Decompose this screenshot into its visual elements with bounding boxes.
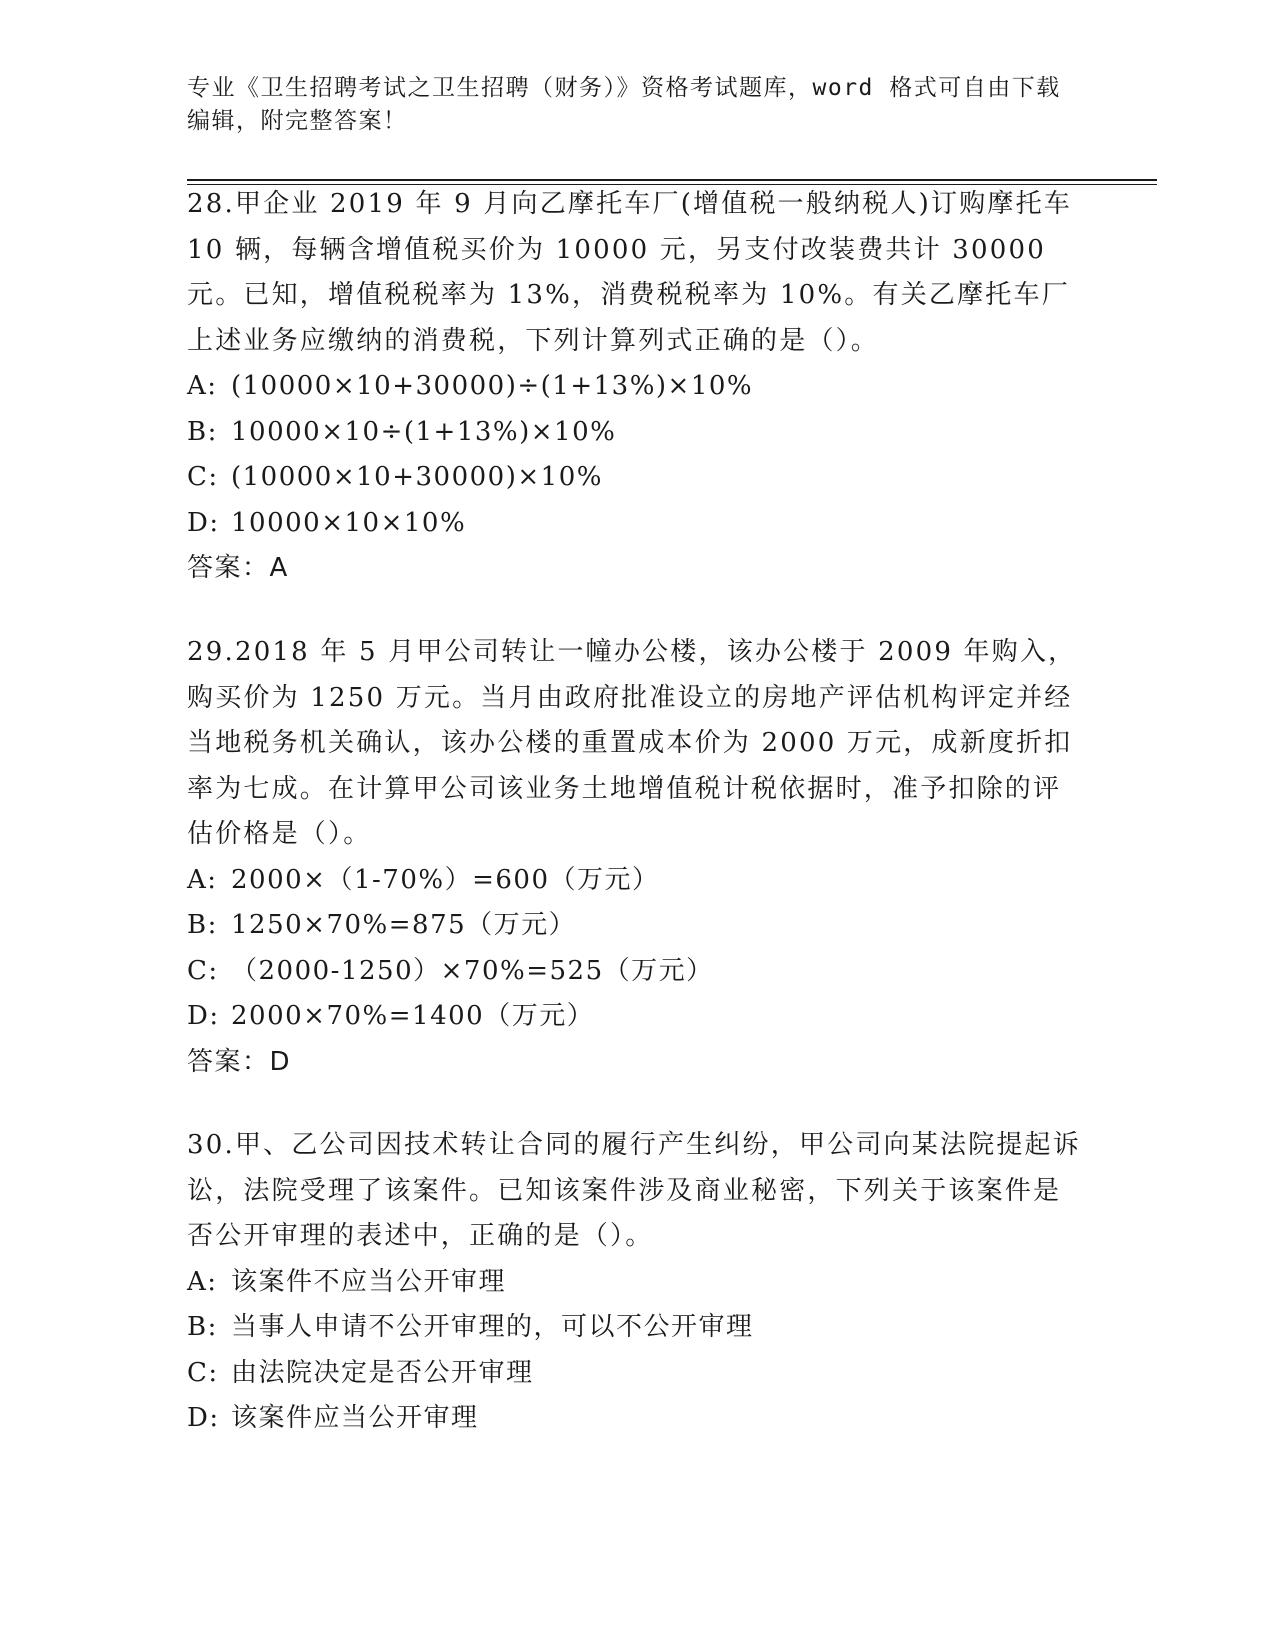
option-text: 2000×（1-70%）=600（万元）: [231, 864, 660, 895]
option-text: 10000×10÷(1+13%)×10%: [231, 416, 617, 447]
option-label: D:: [187, 507, 220, 538]
question-stem: 28.甲企业 2019 年 9 月向乙摩托车厂(增值税一般纳税人)订购摩托车 10 辆，每辆含增值税买价为 10000 元，另支付改装费共计 30000 元。已知，增值税税率为 13%，消费税税率为 10%。有关乙摩托车厂上述业务应缴纳的消费税，下列计算列式正确的是（）。: [187, 189, 1073, 356]
option-text: 当事人申请不公开审理的，可以不公开审理: [231, 1312, 754, 1342]
question-stem: 29.2018 年 5 月甲公司转让一幢办公楼，该办公楼于 2009 年购入，购买价为 1250 万元。当月由政府批准设立的房地产评估机构评定并经当地税务机关确认，该办公楼的重置成本价为 2000 万元，成新度折扣率为七成。在计算甲公司该业务土地增值税计税依据时，准予扣除的评估价格是（）。: [187, 637, 1077, 849]
option-label: B:: [187, 416, 218, 447]
question-stem: 30.甲、乙公司因技术转让合同的履行产生纠纷，甲公司向某法院提起诉讼，法院受理了该案件。已知该案件涉及商业秘密，下列关于该案件是否公开审理的表述中，正确的是（）。: [187, 1130, 1081, 1251]
option-d: [187, 994, 1087, 1040]
option-label: A:: [187, 864, 218, 895]
option-b: [187, 410, 1087, 456]
option-c: [187, 1351, 1087, 1397]
answer-text: 答案：D: [187, 1046, 292, 1077]
option-text: (10000×10+30000)÷(1+13%)×10%: [231, 371, 754, 401]
option-label: D:: [187, 1403, 220, 1433]
option-label: A:: [187, 1266, 218, 1297]
option-label: B:: [187, 910, 218, 940]
option-text: 2000×70%=1400（万元）: [231, 1001, 595, 1031]
document-header: 专业《卫生招聘考试之卫生招聘（财务）》资格考试题库，word 格式可自由下载编辑，附完整答案！: [187, 75, 1061, 134]
option-d: [187, 1396, 1087, 1442]
question-30: [187, 1123, 1087, 1442]
option-label: C:: [187, 1357, 219, 1388]
question-29: [187, 630, 1087, 1085]
option-text: （2000-1250）×70%=525（万元）: [231, 955, 714, 986]
option-label: C:: [187, 955, 219, 986]
question-28: [187, 182, 1087, 592]
option-label: C:: [187, 462, 219, 492]
option-text: 该案件应当公开审理: [231, 1403, 479, 1433]
option-text: 10000×10×10%: [231, 507, 467, 538]
option-label: D:: [187, 1001, 220, 1031]
option-text: 1250×70%=875（万元）: [231, 910, 577, 940]
option-d: [187, 501, 1087, 547]
option-label: A:: [187, 371, 218, 401]
option-a: [187, 858, 1087, 904]
answer-text: 答案：A: [187, 553, 289, 583]
option-a: [187, 364, 1087, 410]
option-text: (10000×10+30000)×10%: [231, 462, 603, 492]
option-b: [187, 903, 1087, 949]
option-c: [187, 455, 1087, 501]
header-divider-thick: [187, 179, 1157, 181]
option-label: B:: [187, 1312, 218, 1342]
option-text: 由法院决定是否公开审理: [231, 1357, 534, 1388]
option-text: 该案件不应当公开审理: [231, 1266, 507, 1297]
option-b: [187, 1305, 1087, 1351]
option-a: [187, 1260, 1087, 1306]
option-c: [187, 949, 1087, 995]
